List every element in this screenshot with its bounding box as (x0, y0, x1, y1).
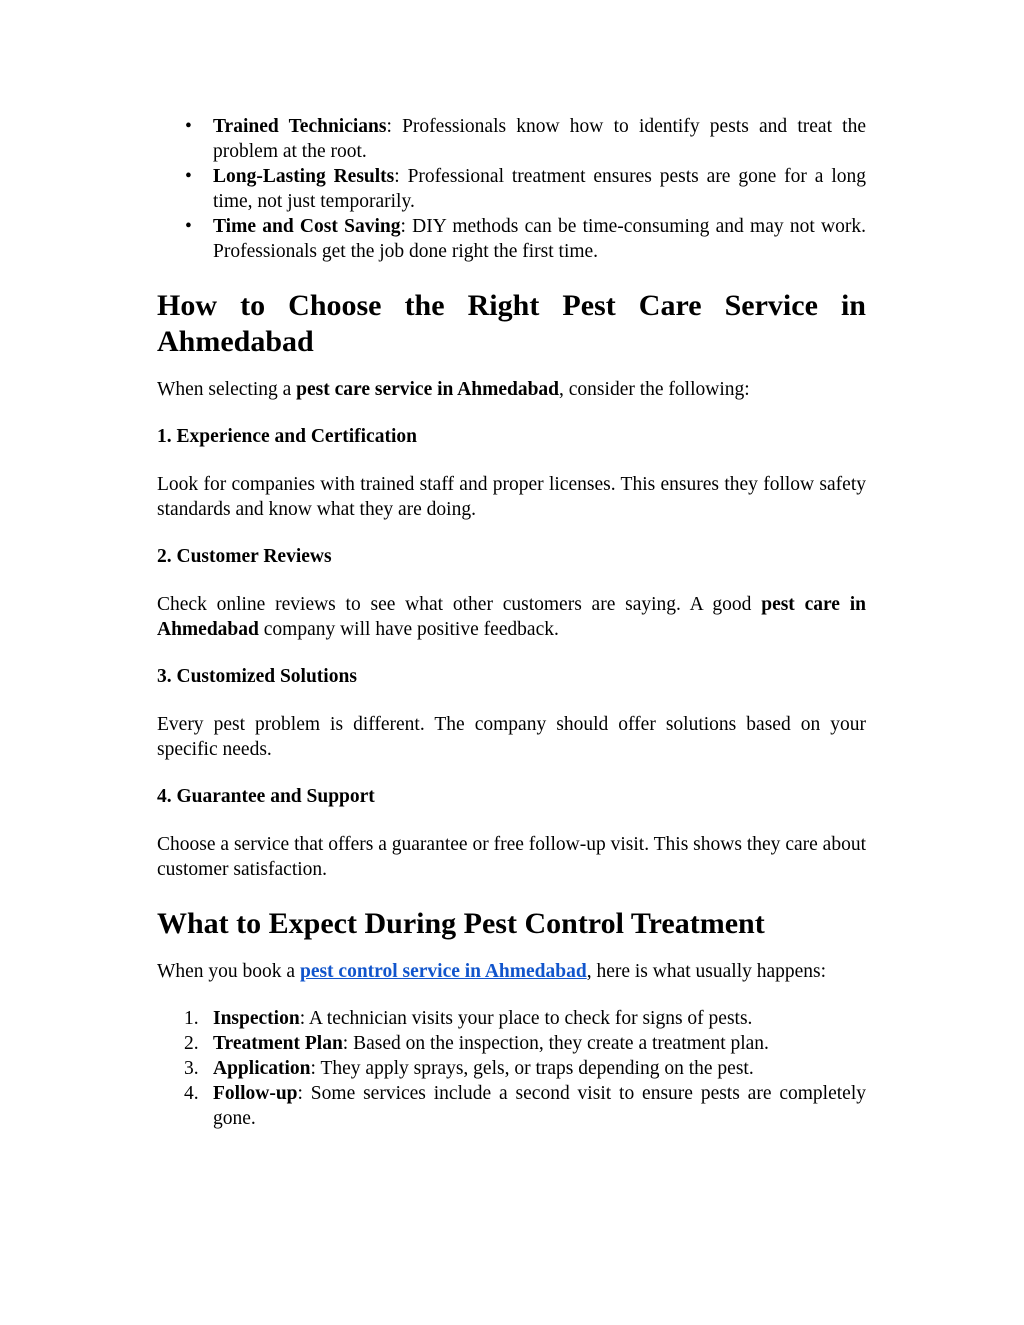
document-page (157, 114, 866, 1131)
benefits-list (157, 114, 866, 264)
step-text: : A technician visits your place to check for signs of pests. (299, 1008, 753, 1029)
criterion-title: 2. Customer Reviews (157, 546, 332, 567)
step-title: Inspection (213, 1008, 300, 1029)
bullet-icon: • (185, 116, 192, 137)
section-intro: When selecting a pest care service in Ahmedabad, consider the following: (157, 379, 750, 400)
list-item (157, 1006, 866, 1031)
step-number: 1. (184, 1008, 199, 1029)
step-number: 4. (184, 1083, 199, 1104)
step-text: : Some services include a second visit to ensure pests are completely gone. (213, 1083, 866, 1129)
benefit-text: : DIY methods can be time-consuming and may not work. Professionals get the job done right the first time. (213, 216, 866, 262)
step-title: Treatment Plan (213, 1033, 343, 1054)
criterion-body: Look for companies with trained staff and proper licenses. This ensures they follow safety standards and know what they are doing. (157, 474, 866, 520)
list-item (157, 1081, 866, 1131)
benefit-title: Time and Cost Saving (213, 216, 401, 237)
criterion-title: 4. Guarantee and Support (157, 786, 375, 807)
list-item (157, 114, 866, 164)
criterion-body: Choose a service that offers a guarantee or free follow-up visit. This shows they care about customer satisfaction. (157, 834, 866, 880)
section-heading-expect: What to Expect During Pest Control Treatment (157, 907, 765, 940)
list-item (157, 1031, 866, 1056)
bullet-icon: • (185, 216, 192, 237)
bullet-icon: • (185, 166, 192, 187)
benefit-title: Trained Technicians (213, 116, 387, 137)
list-item (157, 164, 866, 214)
step-title: Application (213, 1058, 311, 1079)
step-number: 2. (184, 1033, 199, 1054)
benefit-text: : Professional treatment ensures pests are gone for a long time, not just temporarily. (213, 166, 866, 212)
criterion-title: 1. Experience and Certification (157, 426, 417, 447)
benefit-text: : Professionals know how to identify pests and treat the problem at the root. (213, 116, 867, 162)
step-number: 3. (184, 1058, 199, 1079)
criterion-body: Check online reviews to see what other customers are saying. A good pest care in Ahmedabad company will have positive feedback. (157, 594, 866, 640)
benefit-title: Long-Lasting Results (213, 166, 395, 187)
pest-control-service-link[interactable]: pest control service in Ahmedabad (299, 961, 587, 982)
list-item (157, 1056, 866, 1081)
step-title: Follow-up (213, 1083, 298, 1104)
criterion-title: 3. Customized Solutions (157, 666, 357, 687)
step-text: : They apply sprays, gels, or traps depending on the pest. (310, 1058, 754, 1079)
treatment-steps-list (157, 1006, 866, 1131)
section-heading-choose: How to Choose the Right Pest Care Service in Ahmedabad (157, 289, 866, 358)
list-item (157, 214, 866, 264)
section-intro: When you book a pest control service in Ahmedabad, here is what usually happens: (157, 961, 827, 982)
criterion-body: Every pest problem is different. The company should offer solutions based on your specific needs. (157, 714, 866, 760)
step-text: : Based on the inspection, they create a treatment plan. (342, 1033, 769, 1054)
